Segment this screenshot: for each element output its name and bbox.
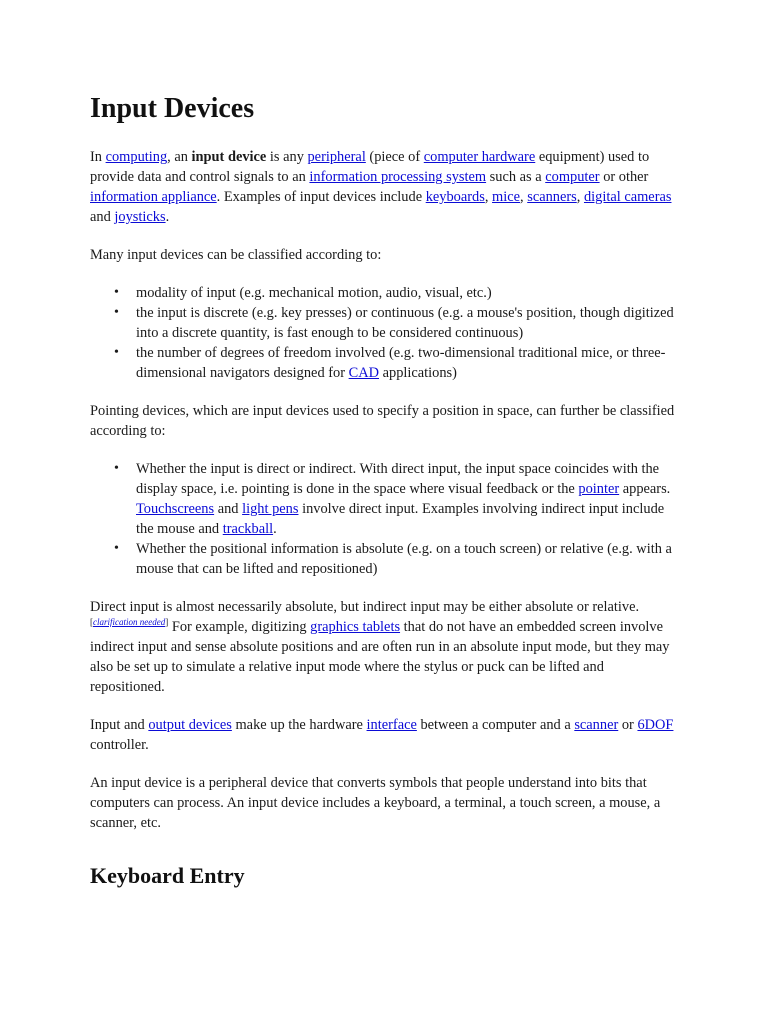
- list-item: • Whether the positional information is absolute (e.g. on a touch screen) or relative (e.g. with a mouse that can be lifted and repositioned): [136, 539, 678, 579]
- pointing-intro: Pointing devices, which are input devices used to specify a position in space, can further be classified according to:: [90, 403, 675, 439]
- link-keyboards[interactable]: keyboards: [425, 189, 485, 205]
- converts-paragraph: An input device is a peripheral device that converts symbols that people understand into bits that computers can process. An input device includes a keyboard, a terminal, a touch screen, a mouse, a scanner, etc.: [90, 775, 661, 831]
- link-light-pens[interactable]: light pens: [242, 501, 299, 517]
- list-item: • Whether the input is direct or indirect. With direct input, the input space coincides with the display space, i.e. pointing is done in the space where visual feedback or the pointer appears. Touchscreens and light pens involve direct input. Examples involving indirect input include the mouse and trackball.: [136, 459, 678, 539]
- link-computing[interactable]: computing: [105, 149, 168, 165]
- classified-intro: Many input devices can be classified according to:: [90, 247, 382, 263]
- link-touchscreens[interactable]: Touchscreens: [136, 501, 215, 517]
- link-trackball[interactable]: trackball: [222, 521, 274, 537]
- link-scanners[interactable]: scanners: [527, 189, 577, 205]
- link-clarification-needed[interactable]: clarification needed: [93, 617, 166, 628]
- link-computer-hardware[interactable]: computer hardware: [423, 149, 536, 165]
- link-cad[interactable]: CAD: [348, 365, 380, 381]
- section-heading-keyboard-entry: Keyboard Entry: [90, 863, 245, 888]
- link-mice[interactable]: mice: [492, 189, 521, 205]
- link-6dof[interactable]: 6DOF: [637, 717, 674, 733]
- link-pointer[interactable]: pointer: [578, 481, 620, 497]
- term-input-device: input device: [191, 149, 267, 165]
- page-title: Input Devices: [90, 93, 255, 124]
- direct-input-paragraph: Direct input is almost necessarily absolute, but indirect input may be either absolute or relative.[clarification needed] For example, digitizing graphics tablets that do not have an embedded screen involve indirect input and sense absolute positions and are often run in an absolute input mode, but they may also be set up to simulate a relative input mode where the stylus or puck can be lifted and repositioned.: [90, 599, 670, 695]
- intro-paragraph: In computing, an input device is any peripheral (piece of computer hardware equipment) used to provide data and control signals to an information processing system such as a computer or other information appliance. Examples of input devices include keyboards, mice, scanners, digital cameras and joysticks.: [90, 149, 672, 225]
- link-interface[interactable]: interface: [366, 717, 417, 733]
- link-output-devices[interactable]: output devices: [148, 717, 232, 733]
- link-information-appliance[interactable]: information appliance: [90, 189, 217, 205]
- link-scanner[interactable]: scanner: [574, 717, 619, 733]
- link-computer[interactable]: computer: [545, 169, 600, 185]
- list-item: • modality of input (e.g. mechanical motion, audio, visual, etc.): [136, 283, 678, 303]
- link-graphics-tablets[interactable]: graphics tablets: [310, 619, 401, 635]
- classification-list: [90, 283, 678, 383]
- input-output-paragraph: Input and output devices make up the hardware interface between a computer and a scanner or 6DOF controller.: [90, 717, 674, 753]
- list-item: • the input is discrete (e.g. key presses) or continuous (e.g. a mouse's position, though digitized into a discrete quantity, is fast enough to be considered continuous): [136, 303, 678, 343]
- link-information-processing-system[interactable]: information processing system: [309, 169, 487, 185]
- citation-note: [clarification needed]: [90, 617, 169, 628]
- list-item: • the number of degrees of freedom involved (e.g. two-dimensional traditional mice, or three-dimensional navigators designed for CAD applications): [136, 343, 678, 383]
- pointing-list: [90, 459, 678, 579]
- link-joysticks[interactable]: joysticks: [114, 209, 166, 225]
- link-digital-cameras[interactable]: digital cameras: [583, 189, 672, 205]
- link-peripheral[interactable]: peripheral: [307, 149, 366, 165]
